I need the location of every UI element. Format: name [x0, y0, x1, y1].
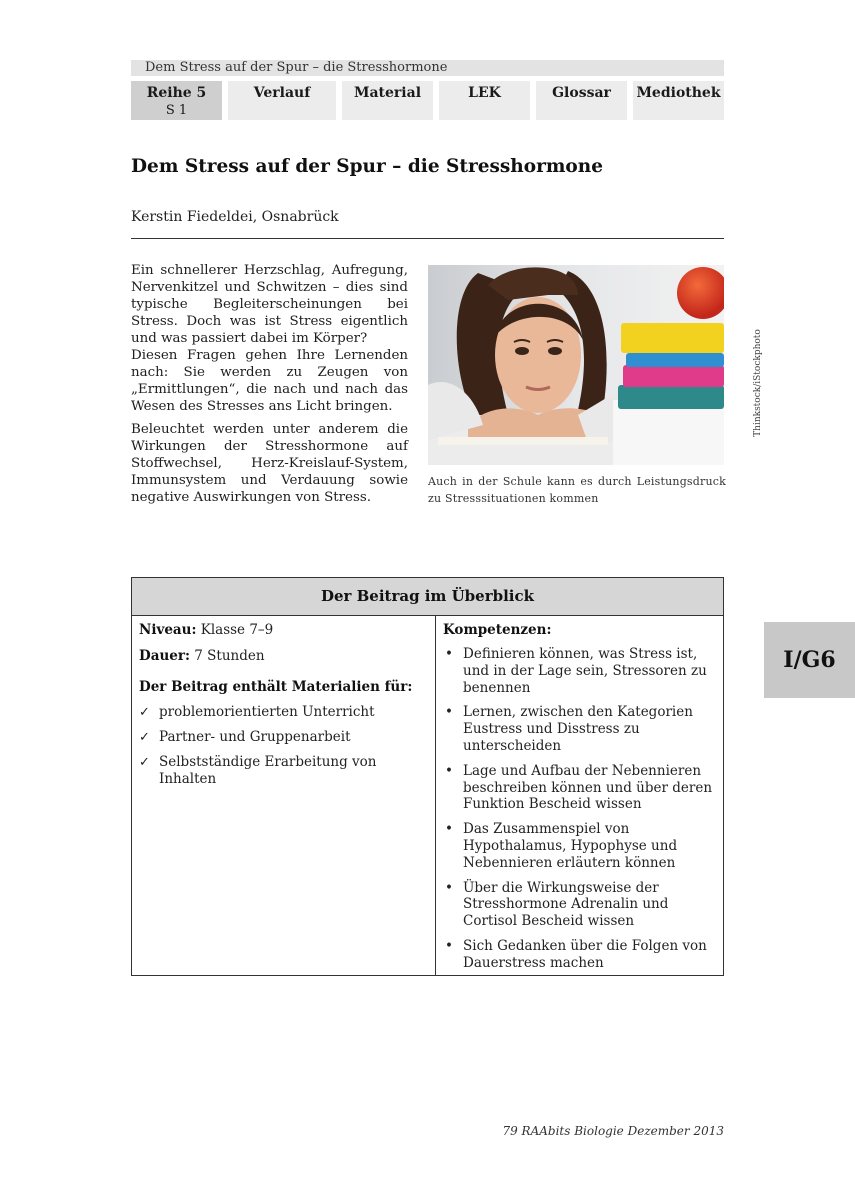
- list-item: • Definieren können, was Stress ist, und in der Lage sein, Stressoren zu benennen: [445, 646, 707, 696]
- tab-reihe[interactable]: [131, 81, 222, 120]
- check-icon: ✓: [139, 755, 150, 770]
- tab-glossar[interactable]: [536, 81, 627, 120]
- intro-text: [131, 262, 408, 506]
- niveau-value: Klasse 7–9: [200, 622, 274, 638]
- list-item: ✓ problemorientierten Unterricht: [139, 704, 375, 720]
- intro-paragraph-3: Beleuchtet werden unter anderem die Wirkungen der Stresshormone auf Stoffwechsel, Herz-Kreislauf-System, Immunsystem und Verdauung sowie negative Auswirkungen von Stress.: [131, 422, 408, 505]
- competencies-heading: Kompetenzen:: [443, 622, 552, 638]
- tab-material[interactable]: [342, 81, 433, 120]
- page-footer: 79 RAAbits Biologie Dezember 2013: [502, 1124, 724, 1138]
- list-item: • Lage und Aufbau der Nebennieren beschreiben können und über deren Funktion Bescheid wissen: [445, 762, 713, 813]
- title-divider: [131, 238, 724, 239]
- bullet-icon: •: [445, 704, 453, 721]
- materials-list: [139, 704, 428, 788]
- tab-reihe-label: Reihe 5: [146, 85, 207, 101]
- materials-heading: Der Beitrag enthält Materialien für:: [139, 679, 413, 695]
- tab-mediothek-label: Mediothek: [636, 85, 721, 101]
- bullet-icon: •: [445, 821, 453, 838]
- page-title: Dem Stress auf der Spur – die Stresshormone: [131, 156, 603, 177]
- author: Kerstin Fiedeldei, Osnabrück: [131, 209, 339, 225]
- intro-paragraph-1: Ein schnellerer Herzschlag, Aufregung, Nervenkitzel und Schwitzen – dies sind typische Begleiterscheinungen bei Stress. Doch was ist Stress eigentlich und was passiert dabei im Körper?: [131, 263, 408, 346]
- overview-box: [131, 577, 724, 976]
- tab-glossar-label: Glossar: [552, 85, 611, 101]
- tab-verlauf-label: Verlauf: [253, 85, 311, 101]
- intro-paragraph-2: Diesen Fragen gehen Ihre Lernenden nach: Sie werden zu Zeugen von „Ermittlungen“, die nach und nach das Wesen des Stresses ans Licht bringen.: [131, 348, 408, 414]
- overview-right-column: [436, 615, 723, 975]
- list-item: ✓ Selbstständige Erarbeitung von Inhalten: [139, 754, 377, 787]
- dauer-value: 7 Stunden: [194, 648, 265, 664]
- check-icon: ✓: [139, 705, 150, 720]
- competencies-list: [443, 646, 716, 972]
- photo-caption: Auch in der Schule kann es durch Leistungsdruck zu Stresssituationen kommen: [428, 475, 726, 505]
- list-item: • Das Zusammenspiel von Hypothalamus, Hypophyse und Nebennieren erläutern können: [445, 821, 678, 871]
- tab-lek-label: LEK: [468, 85, 501, 101]
- overview-heading: Der Beitrag im Überblick: [132, 578, 723, 616]
- list-item: ✓ Partner- und Gruppenarbeit: [139, 729, 351, 745]
- bullet-icon: •: [445, 937, 453, 954]
- niveau-label: Niveau:: [139, 622, 197, 638]
- running-title: Dem Stress auf der Spur – die Stresshormone: [131, 60, 724, 76]
- bullet-icon: •: [445, 646, 453, 662]
- list-item: • Über die Wirkungsweise der Stresshormone Adrenalin und Cortisol Bescheid wissen: [445, 879, 669, 930]
- tab-material-label: Material: [353, 85, 422, 101]
- tab-mediothek[interactable]: [633, 81, 724, 120]
- niveau-row: [139, 622, 428, 639]
- list-item: • Sich Gedanken über die Folgen von Dauerstress machen: [445, 937, 707, 971]
- tab-lek[interactable]: [439, 81, 530, 120]
- overview-left-column: [132, 615, 436, 975]
- tab-reihe-sub: S 1: [165, 103, 188, 118]
- dauer-label: Dauer:: [139, 648, 190, 664]
- photo-credit: Thinkstock/iStockphoto: [753, 329, 763, 437]
- check-icon: ✓: [139, 730, 150, 745]
- student-photo: [428, 265, 724, 465]
- bullet-icon: •: [445, 762, 453, 779]
- dauer-row: [139, 648, 428, 665]
- section-tag: I/G6: [764, 622, 855, 698]
- list-item: • Lernen, zwischen den Kategorien Eustress und Disstress zu unterscheiden: [445, 704, 693, 754]
- bullet-icon: •: [445, 879, 453, 896]
- tab-verlauf[interactable]: [228, 81, 336, 120]
